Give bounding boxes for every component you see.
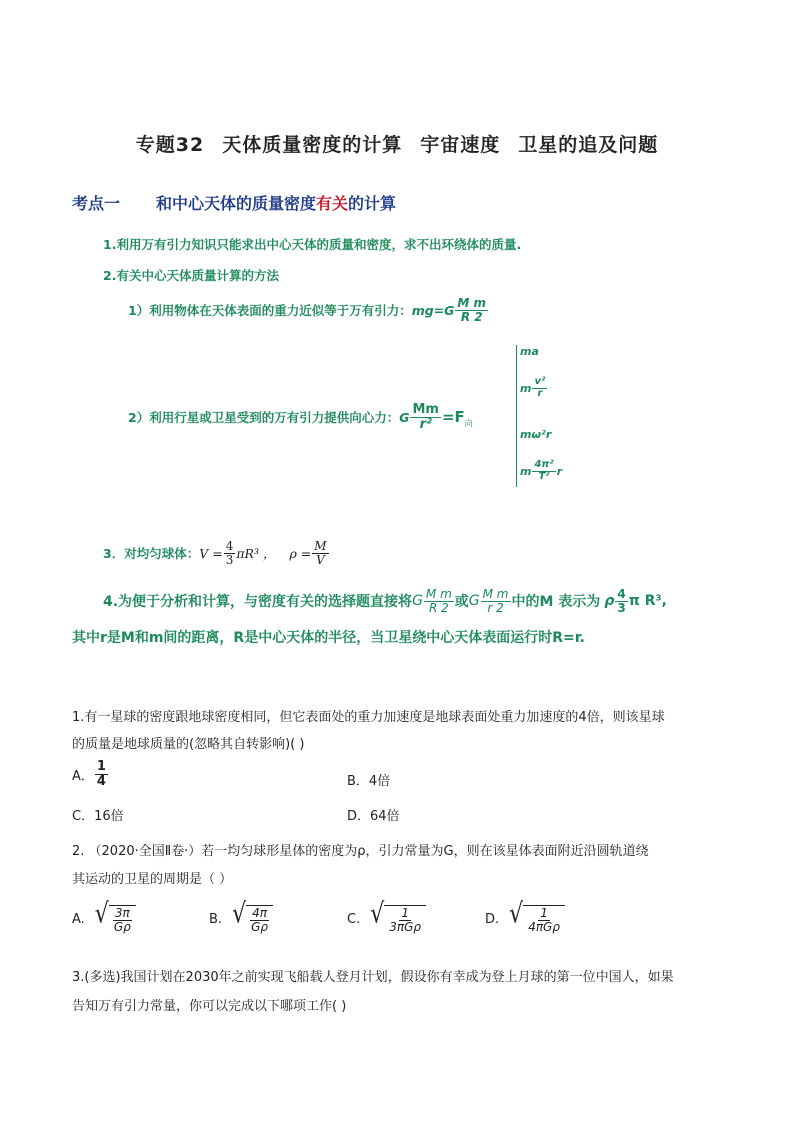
- q2-line1: 2. （2020·全国Ⅱ卷·）若一均匀球形星体的密度为ρ，引力常量为G，则在该星体表面附近沿圆轨道绕: [72, 844, 649, 859]
- page-title: 专题32 天体质量密度的计算 宇宙速度 卫星的追及问题: [135, 134, 659, 156]
- cases-brace: [516, 345, 517, 487]
- q1-option-d: D．64倍: [347, 809, 400, 824]
- q2-option-b: B. √ $\frac{4\pi}{G\rho}$: [209, 905, 273, 933]
- q1-line1: 1.有一星球的密度跟地球密度相同，但它表面处的重力加速度是地球表面处重力加速度的4倍，则该星球: [72, 710, 665, 725]
- sqrt-icon: √ $\frac{1}{\text{3πGρ}}$: [370, 905, 426, 933]
- q1-option-b: B．4倍: [347, 774, 391, 789]
- case-ma: ma: [520, 345, 539, 358]
- case-mv2r: m $\frac{\text{v²}}{r}$: [520, 376, 546, 399]
- section-heading: 考点一 和中心天体的质量密度有关的计算: [72, 194, 397, 213]
- q1-line2: 的质量是地球质量的(忽略其自转影响)( ): [72, 737, 305, 752]
- q3-line1: 3.(多选)我国计划在2030年之前实现飞船载人登月计划，假设你有幸成为登上月球的第一位中国人，如果: [72, 970, 674, 985]
- formula-fraction: $\frac{Mm}{\text{r²}}$: [412, 402, 439, 432]
- case-momega2r: mω²r: [520, 428, 552, 441]
- q1-option-a: A． $\frac{1}{4}$: [72, 759, 106, 789]
- point-4-line1: 4.为便于分析和计算，与密度有关的选择题直接将 G $\frac{\text{M m}}{R 2}$ 或 G $\frac{\text{M m}}{r 2}$ 中的M 表示为 ρ $\frac{4}{3}$ π R³,: [103, 587, 667, 615]
- sqrt-icon: √ $\frac{3\pi}{G\rho}$: [95, 905, 136, 933]
- q2-line2: 其运动的卫星的周期是（ ）: [72, 872, 233, 887]
- q2-option-a: A. √ $\frac{3\pi}{G\rho}$: [72, 905, 136, 933]
- q2-option-d: D. √ $\frac{1}{\text{4πGρ}}$: [485, 905, 565, 933]
- formula-mg: mg=G: [411, 302, 455, 318]
- point-3: 3．对均匀球体： V = $\frac{4}{3}$ πR³ ， ρ = $\frac{M}{V}$: [103, 539, 327, 567]
- sqrt-icon: √ $\frac{1}{\text{4πGρ}}$: [509, 905, 565, 933]
- point-1: 1.利用万有引力知识只能求出中心天体的质量和密度，求不出环绕体的质量.: [103, 237, 522, 252]
- method-2: 2）利用行星或卫星受到的万有引力提供向心力： G $\frac{Mm}{\text{r²}}$ =F 向: [128, 402, 473, 432]
- q1-option-c: C．16倍: [72, 809, 124, 824]
- q2-option-c: C. √ $\frac{1}{\text{3πGρ}}$: [347, 905, 426, 933]
- point-2: 2.有关中心天体质量计算的方法: [103, 268, 279, 283]
- q3-line2: 告知万有引力常量，你可以完成以下哪项工作( ): [72, 999, 347, 1014]
- point-4-line2: 其中r是M和m间的距离，R是中心天体的半径，当卫星绕中心天体表面运行时R=r.: [72, 630, 585, 646]
- method-1: 1）利用物体在天体表面的重力近似等于万有引力： mg=G $\frac{\text{M m}}{R 2}$: [128, 296, 487, 324]
- formula-fraction: $\frac{\text{M m}}{R 2}$: [457, 296, 487, 324]
- case-m4pi2T2r: m $\frac{\text{4π²}}{\text{T²}}$ r: [520, 459, 563, 482]
- sqrt-icon: √ $\frac{4\pi}{G\rho}$: [232, 905, 273, 933]
